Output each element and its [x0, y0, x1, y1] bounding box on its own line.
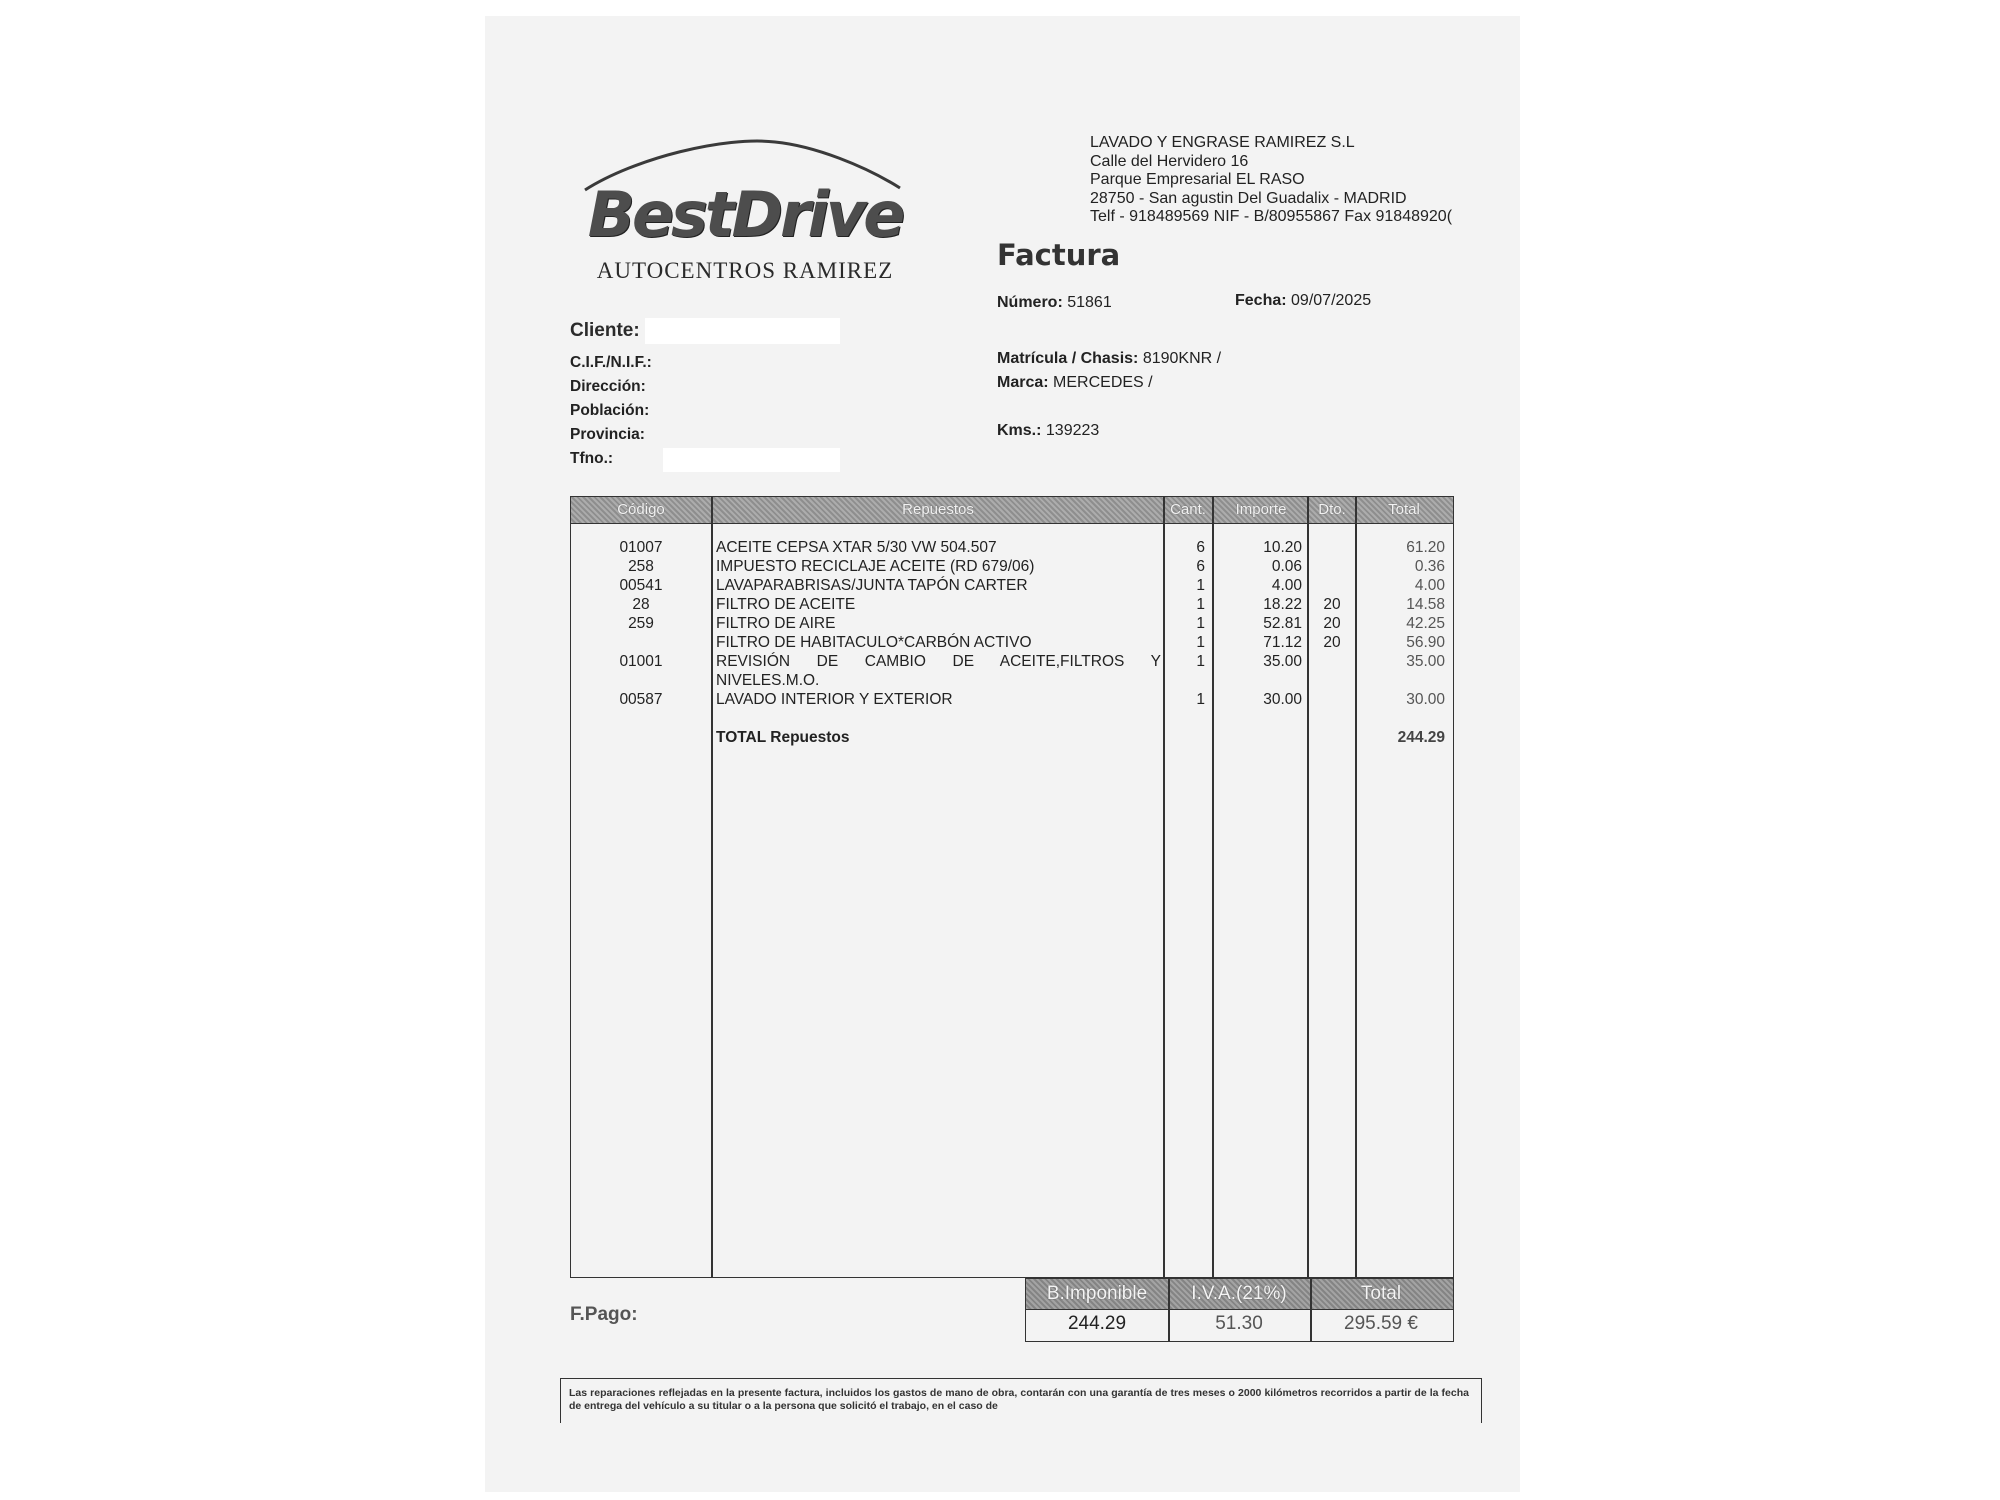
- invoice-date: [1235, 292, 1371, 310]
- company-logo: [575, 128, 915, 293]
- cell-code: 259: [628, 615, 654, 632]
- column-header-qty: Cant.: [1170, 501, 1206, 518]
- logo-wordmark: BestDrive: [587, 178, 903, 251]
- cell-qty: 6: [1196, 539, 1205, 556]
- client-province-label: Provincia:: [570, 426, 645, 443]
- document-title: Factura: [997, 238, 1121, 272]
- cell-description: IMPUESTO RECICLAJE ACEITE (RD 679/06): [716, 558, 1035, 575]
- client-address-label: Dirección:: [570, 378, 646, 395]
- cell-price: 35.00: [1263, 653, 1302, 670]
- table-row: [571, 653, 1453, 672]
- table-row: [571, 672, 1453, 691]
- invoice-number-value: 51861: [1067, 294, 1112, 311]
- invoice-sheet: [485, 16, 1520, 1492]
- invoice-date-value: 09/07/2025: [1291, 292, 1372, 309]
- totals-summary-header: [1026, 1279, 1453, 1310]
- cell-price: 4.00: [1271, 577, 1302, 594]
- cell-qty: 1: [1196, 596, 1205, 613]
- cell-code: 00541: [619, 577, 663, 594]
- cell-discount: 20: [1323, 615, 1341, 632]
- table-row: [571, 539, 1453, 558]
- cell-description: ACEITE CEPSA XTAR 5/30 VW 504.507: [716, 539, 997, 556]
- total-parts-label: TOTAL Repuestos: [716, 729, 850, 746]
- cell-description: NIVELES.M.O.: [716, 672, 820, 689]
- client-name-redaction: [645, 318, 840, 344]
- table-row: [571, 577, 1453, 596]
- cell-discount: 20: [1323, 634, 1341, 651]
- client-phone-label: Tfno.:: [570, 450, 614, 467]
- company-info: [1090, 134, 1452, 227]
- vehicle-plate-value: 8190KNR /: [1142, 350, 1222, 367]
- table-row: [571, 691, 1453, 710]
- table-row: [571, 615, 1453, 634]
- cell-total: 42.25: [1406, 615, 1445, 632]
- cell-code: 00587: [619, 691, 663, 708]
- taxable-base-value: 244.29: [1067, 1313, 1127, 1334]
- invoice-number-label: Número:: [997, 294, 1063, 311]
- vehicle-plate: [997, 350, 1221, 368]
- invoice-number: [997, 294, 1112, 312]
- column-header-parts: Repuestos: [902, 501, 974, 518]
- vehicle-brand: [997, 374, 1153, 392]
- cell-description: LAVADO INTERIOR Y EXTERIOR: [716, 691, 953, 708]
- vehicle-kms-label: Kms.:: [997, 422, 1042, 439]
- cell-total: 30.00: [1406, 691, 1445, 708]
- client-label: Cliente:: [570, 320, 640, 341]
- cell-code: 258: [628, 558, 654, 575]
- column-header-price: Importe: [1235, 501, 1287, 518]
- cell-code: 01001: [619, 653, 663, 670]
- cell-qty: 1: [1196, 634, 1205, 651]
- cell-price: 52.81: [1263, 615, 1302, 632]
- company-address-line: Parque Empresarial EL RASO: [1090, 171, 1305, 188]
- cell-qty: 6: [1196, 558, 1205, 575]
- column-header-discount: Dto.: [1318, 501, 1346, 518]
- vat-header: I.V.A.(21%): [1191, 1283, 1287, 1304]
- vehicle-kms-value: 139223: [1045, 422, 1100, 439]
- column-header-code: Código: [617, 501, 665, 518]
- company-address-line: 28750 - San agustin Del Guadalix - MADRID: [1090, 189, 1407, 207]
- totals-summary: [1025, 1278, 1454, 1342]
- cell-qty: 1: [1196, 653, 1205, 670]
- table-row: [571, 558, 1453, 577]
- cell-description: FILTRO DE HABITACULO*CARBÓN ACTIVO: [716, 634, 1032, 651]
- items-table: [570, 496, 1454, 1278]
- column-header-total: Total: [1388, 501, 1420, 518]
- cell-qty: 1: [1196, 691, 1205, 708]
- cell-price: 0.06: [1271, 558, 1302, 575]
- client-cif-label: C.I.F./N.I.F.:: [570, 354, 652, 371]
- total-parts-value: 244.29: [1397, 729, 1445, 746]
- items-table-header: [571, 497, 1453, 524]
- warranty-notice-text: Las reparaciones reflejadas en la presente factura, incluidos los gastos de mano de obra, contarán con una garantía de tres meses o 2000 kilómetros recorridos a partir de la fecha de entrega del vehículo a su titular o a la persona que solicitó el trabajo, en el caso de: [569, 1387, 1469, 1412]
- cell-description: REVISIÓN DE CAMBIO DE ACEITE,FILTROS Y: [716, 653, 1161, 670]
- vehicle-brand-value: MERCEDES /: [1053, 374, 1153, 391]
- company-name: LAVADO Y ENGRASE RAMIREZ S.L: [1090, 134, 1355, 151]
- company-contact: Telf - 918489569 NIF - B/80955867 Fax 91848920(: [1090, 208, 1453, 225]
- client-town-label: Población:: [570, 402, 650, 419]
- cell-price: 71.12: [1263, 634, 1302, 651]
- cell-qty: 1: [1196, 577, 1205, 594]
- cell-total: 61.20: [1406, 539, 1445, 556]
- warranty-notice: [560, 1378, 1482, 1423]
- table-total-row: [571, 729, 1453, 748]
- cell-total: 56.90: [1406, 634, 1445, 651]
- cell-total: 0.36: [1414, 558, 1445, 575]
- cell-total: 14.58: [1406, 596, 1445, 613]
- cell-total: 4.00: [1414, 577, 1445, 594]
- payment-method-label: F.Pago:: [570, 1304, 638, 1325]
- cell-discount: 20: [1323, 596, 1341, 613]
- cell-price: 10.20: [1263, 539, 1302, 556]
- cell-code: 01007: [619, 539, 663, 556]
- cell-total: 35.00: [1406, 653, 1445, 670]
- vehicle-kms: [997, 422, 1099, 440]
- client-phone-redaction: [663, 448, 840, 472]
- company-address-line: Calle del Hervidero 16: [1090, 152, 1249, 170]
- vat-value: 51.30: [1215, 1313, 1263, 1334]
- cell-description: FILTRO DE AIRE: [716, 615, 836, 632]
- cell-description: FILTRO DE ACEITE: [716, 596, 856, 613]
- taxable-base-header: B.Imponible: [1046, 1283, 1148, 1304]
- grand-total-value: 295.59 €: [1344, 1313, 1418, 1334]
- table-row: [571, 634, 1453, 653]
- cell-code: 28: [632, 596, 650, 613]
- cell-price: 18.22: [1263, 596, 1302, 613]
- vehicle-plate-label: Matrícula / Chasis:: [997, 350, 1139, 367]
- invoice-date-label: Fecha:: [1235, 292, 1287, 309]
- table-row: [571, 596, 1453, 615]
- vehicle-brand-label: Marca:: [997, 374, 1049, 391]
- cell-qty: 1: [1196, 615, 1205, 632]
- cell-price: 30.00: [1263, 691, 1302, 708]
- cell-description: LAVAPARABRISAS/JUNTA TAPÓN CARTER: [716, 577, 1028, 594]
- logo-subtitle: AUTOCENTROS RAMIREZ: [596, 258, 894, 283]
- grand-total-header: Total: [1360, 1283, 1402, 1304]
